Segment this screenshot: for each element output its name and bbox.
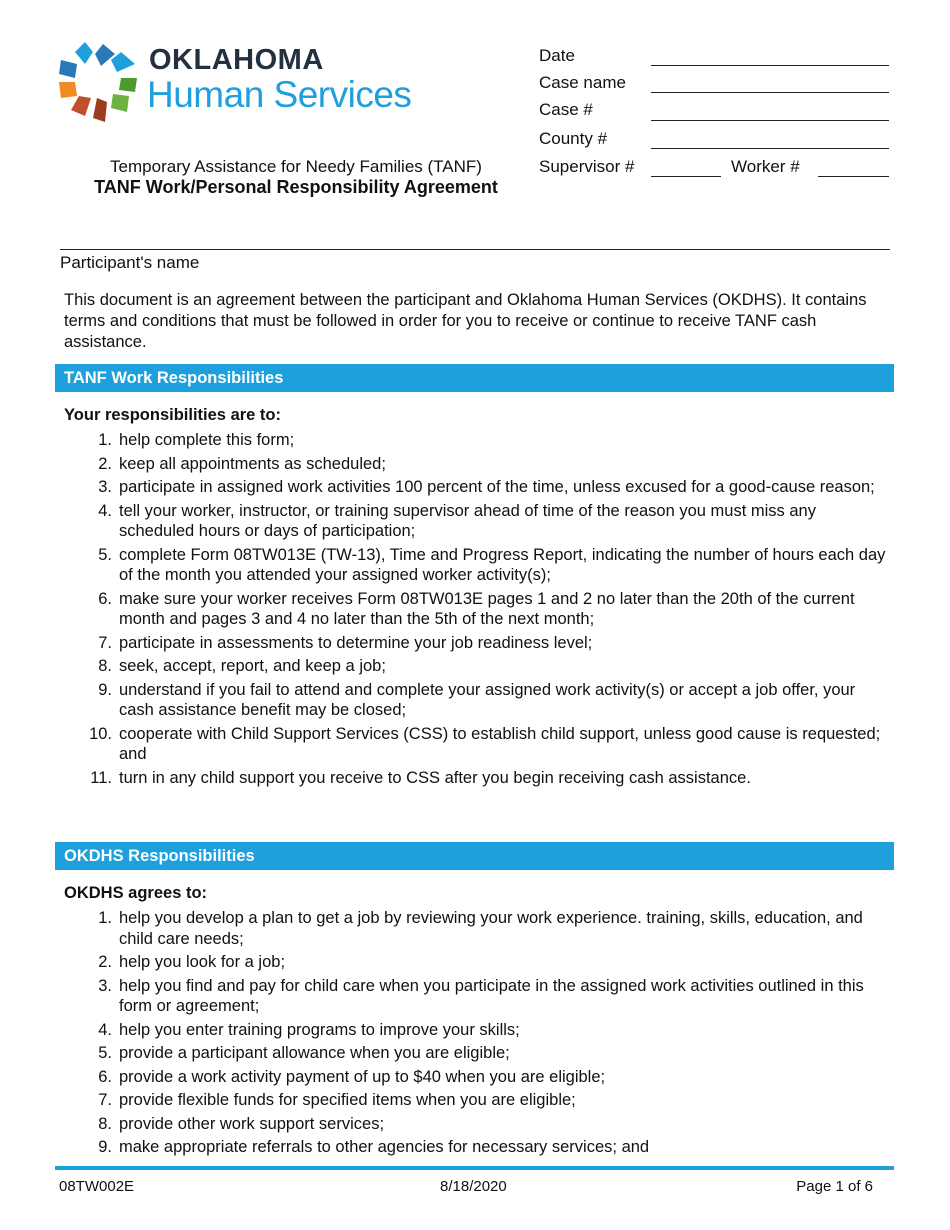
date-field[interactable] <box>651 65 889 66</box>
list-item-number: 8. <box>98 1114 112 1133</box>
list-item-number: 9. <box>98 1138 112 1156</box>
list-item <box>64 545 894 586</box>
list-item-text: help you look for a job; <box>119 953 286 971</box>
footer-divider <box>55 1166 894 1170</box>
list-item-text: tell your worker, instructor, or training supervisor ahead of time of the reason you must miss any scheduled hours or days of participation; <box>119 501 816 540</box>
list-item <box>64 589 894 630</box>
list-item-number: 2. <box>98 454 112 473</box>
okdhs-lead: OKDHS agrees to: <box>64 884 208 902</box>
county-label: County # <box>539 129 608 148</box>
list-item <box>64 768 894 789</box>
case-name-field[interactable] <box>651 92 889 93</box>
form-subtitle: Temporary Assistance for Needy Families (TANF) <box>110 157 482 176</box>
list-item-number: 10. <box>89 724 112 743</box>
okdhs-logo <box>55 38 475 128</box>
list-item <box>64 1043 894 1064</box>
list-item-number: 7. <box>98 1091 112 1109</box>
list-item <box>64 680 894 721</box>
list-item-number: 7. <box>98 633 112 652</box>
list-item-text: seek, accept, report, and keep a job; <box>119 657 386 675</box>
work-responsibilities-list <box>64 430 894 791</box>
list-item-number: 1. <box>98 909 112 927</box>
list-item-text: help you enter training programs to improve your skills; <box>119 1020 520 1039</box>
list-item-number: 9. <box>98 680 112 699</box>
list-item-number: 5. <box>98 1044 112 1062</box>
list-item <box>64 952 894 973</box>
list-item <box>64 1067 894 1088</box>
list-item-text: keep all appointments as scheduled; <box>119 454 386 473</box>
list-item <box>64 976 894 1017</box>
participant-name-label: Participant's name <box>60 253 200 272</box>
list-item <box>64 656 894 677</box>
list-item-number: 5. <box>98 545 112 564</box>
list-item <box>64 430 894 451</box>
list-item <box>64 1137 894 1158</box>
list-item-text: participate in assigned work activities 100 percent of the time, unless excused for a good-cause reason; <box>119 478 875 496</box>
list-item-text: help you develop a plan to get a job by reviewing your work experience. training, skills, education, and child care needs; <box>119 909 863 948</box>
brand-line-2: Human Services <box>147 74 412 115</box>
list-item-number: 1. <box>98 431 112 449</box>
list-item-number: 8. <box>98 657 112 675</box>
form-title: TANF Work/Personal Responsibility Agreement <box>94 177 498 197</box>
list-item-text: provide flexible funds for specified items when you are eligible; <box>119 1091 576 1109</box>
worker-label: Worker # <box>731 157 800 176</box>
participant-name-field[interactable] <box>60 249 890 250</box>
list-item-number: 6. <box>98 589 112 608</box>
footer-date: 8/18/2020 <box>440 1178 507 1195</box>
list-item-text: help complete this form; <box>119 431 295 449</box>
worker-field[interactable] <box>818 176 889 177</box>
list-item-text: turn in any child support you receive to CSS after you begin receiving cash assistance. <box>119 768 751 787</box>
list-item-text: provide other work support services; <box>119 1114 385 1133</box>
list-item <box>64 501 894 542</box>
supervisor-label: Supervisor # <box>539 157 635 176</box>
case-number-label: Case # <box>539 100 593 119</box>
footer-form-number: 08TW002E <box>59 1178 135 1195</box>
list-item-number: 3. <box>98 478 112 496</box>
list-item <box>64 1090 894 1111</box>
list-item-text: help you find and pay for child care when you participate in the assigned work activities outlined in this form or agreement; <box>119 976 864 1015</box>
list-item-number: 2. <box>98 953 112 971</box>
list-item-number: 6. <box>98 1067 112 1086</box>
list-item-text: understand if you fail to attend and complete your assigned work activity(s) or accept a job offer, your cash assistance benefit may be closed; <box>119 680 856 719</box>
brand-line-1: OKLAHOMA <box>149 44 324 76</box>
list-item-text: provide a work activity payment of up to $40 when you are eligible; <box>119 1067 606 1086</box>
county-field[interactable] <box>651 148 889 149</box>
case-name-label: Case name <box>539 73 626 92</box>
list-item <box>64 908 894 949</box>
supervisor-field[interactable] <box>651 176 721 177</box>
list-item-text: complete Form 08TW013E (TW-13), Time and Progress Report, indicating the number of hours each day of the month you attended your assigned worker activity(s); <box>119 545 886 584</box>
list-item <box>64 633 894 654</box>
list-item-number: 11. <box>90 768 112 787</box>
okdhs-responsibilities-list <box>64 908 894 1161</box>
okdhs-star-logo-icon <box>55 38 141 124</box>
case-number-field[interactable] <box>651 120 889 121</box>
list-item <box>64 477 894 498</box>
date-label: Date <box>539 46 575 65</box>
list-item-number: 3. <box>98 976 112 995</box>
list-item <box>64 1114 894 1135</box>
intro-paragraph: This document is an agreement between the participant and Oklahoma Human Services (OKDHS). It contains terms and conditions that must be followed in order for you to receive or continue to receive TANF cash assistance. <box>64 291 867 351</box>
list-item-number: 4. <box>98 501 112 520</box>
list-item <box>64 724 894 765</box>
footer-page-number: Page 1 of 6 <box>796 1178 873 1195</box>
list-item <box>64 454 894 475</box>
list-item-text: provide a participant allowance when you are eligible; <box>119 1044 510 1062</box>
work-lead: Your responsibilities are to: <box>64 406 281 424</box>
list-item-text: cooperate with Child Support Services (CSS) to establish child support, unless good cause is requested; and <box>119 724 881 763</box>
list-item-text: make appropriate referrals to other agencies for necessary services; and <box>119 1138 650 1156</box>
list-item <box>64 1020 894 1041</box>
list-item-text: participate in assessments to determine your job readiness level; <box>119 633 593 652</box>
section-heading-work: TANF Work Responsibilities <box>55 364 894 392</box>
list-item-text: make sure your worker receives Form 08TW013E pages 1 and 2 no later than the 20th of the current month and pages 3 and 4 no later than the 5th of the next month; <box>119 589 855 628</box>
list-item-number: 4. <box>98 1020 112 1039</box>
section-heading-okdhs: OKDHS Responsibilities <box>55 842 894 870</box>
